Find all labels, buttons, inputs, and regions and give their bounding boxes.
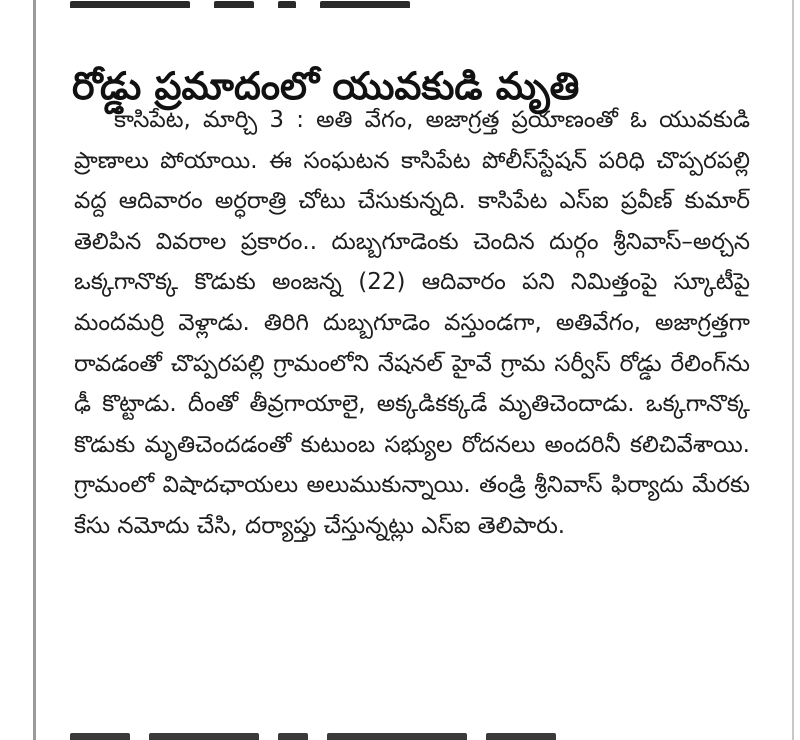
article-body: [74, 100, 750, 547]
column-rule-left: [33, 0, 36, 740]
article-headline: రోడ్డు ప్రమాదంలో యువకుడి మృతి: [72, 64, 580, 109]
next-article-cut-off: [70, 728, 590, 740]
column-rule-right: [792, 0, 794, 740]
article-paragraph: కాసిపేట, మార్చి 3 : అతి వేగం, అజాగ్రత్త ప్రయాణంతో ఓ యువకుడి ప్రాణాలు పోయాయి. ఈ సంఘటన కాసిపేట పోలీస్‌స్టేషన్ పరిధి చొప్పరపల్లి వద్ద ఆదివారం అర్ధరాత్రి చోటు చేసుకున్నది. కాసిపేట ఎస్ఐ ప్రవీణ్ కుమార్ తెలిపిన వివరాల ప్రకారం.. దుబ్బగూడెంకు చెందిన దుర్గం శ్రీనివాస్–అర్చన ఒక్కగానొక్క కొడుకు అంజన్న (22) ఆదివారం పని నిమిత్తంపై స్కూటీపై మందమర్రి వెళ్లాడు. తిరిగి దుబ్బగూడెం వస్తుండగా, అతివేగం, అజాగ్రత్తగా రావడంతో చొప్పరపల్లి గ్రామంలోని నేషనల్ హైవే గ్రామ సర్వీస్ రోడ్డు రేలింగ్‌ను ఢీ కొట్టాడు. దీంతో తీవ్రగాయాలై, అక్కడికక్కడే మృతిచెందాడు. ఒక్కగానొక్క కొడుకు మృతిచెందడంతో కుటుంబ సభ్యుల రోదనలు అందరినీ కలిచివేశాయి. గ్రామంలో విషాదఛాయలు అలుముకున్నాయి. తండ్రి శ్రీనివాస్ ఫిర్యాదు మేరకు కేసు నమోదు చేసి, దర్యాప్తు చేస్తున్నట్లు ఎస్ఐ తెలిపారు.: [74, 107, 750, 539]
previous-article-cut-off: [70, 0, 430, 8]
